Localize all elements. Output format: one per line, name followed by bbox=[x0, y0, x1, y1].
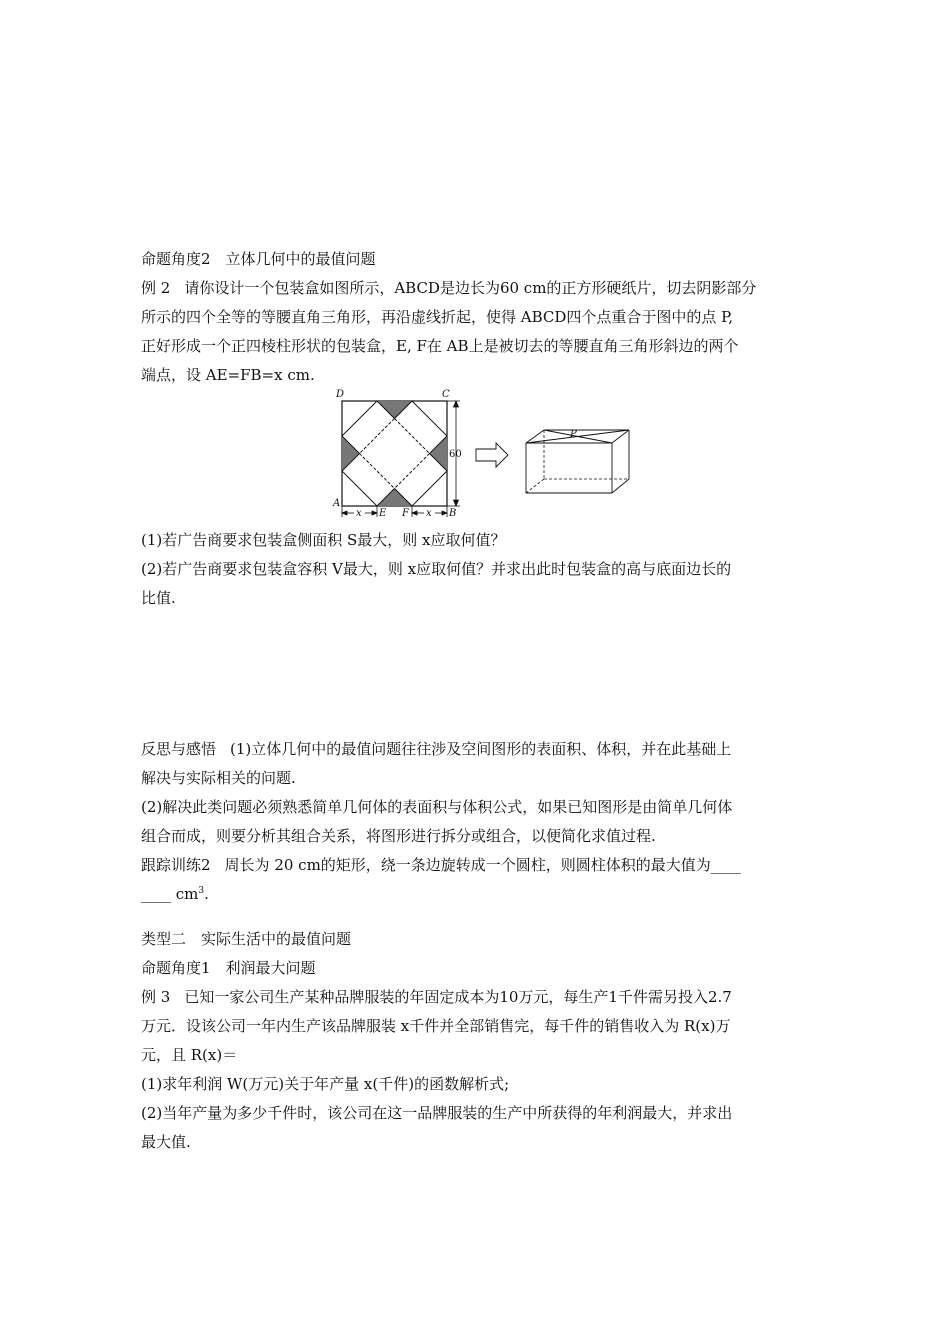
label-a: A bbox=[333, 498, 341, 509]
figure-svg bbox=[330, 385, 630, 521]
example-2-block bbox=[141, 245, 813, 390]
example-3-question-1: (1)求年利润 W(万元)关于年产量 x(千件)的函数解析式; bbox=[141, 1075, 510, 1093]
label-c: C bbox=[442, 389, 450, 400]
box-prism bbox=[526, 430, 629, 493]
example-3-line-2: 万元．设该公司一年内生产该品牌服装 x千件并全部销售完，每千件的销售收入为 R(x)万 bbox=[141, 1017, 731, 1035]
label-x-right: x bbox=[426, 508, 432, 519]
arrow-icon bbox=[476, 443, 508, 467]
reflection-line-3: (2)解决此类问题必须熟悉简单几何体的表面积与体积公式，如果已知图形是由简单几何体 bbox=[141, 798, 733, 816]
shaded-triangle-top bbox=[377, 401, 412, 419]
example-2-line-2: 所示的四个全等的等腰直角三角形，再沿虚线折起，使得 ABCD四个点重合于图中的点 P, bbox=[141, 308, 733, 326]
practice-2-label: 跟踪训练2 bbox=[141, 856, 211, 874]
reflection-block bbox=[141, 735, 813, 909]
practice-2-end: . bbox=[204, 885, 209, 903]
angle-1-heading: 命题角度1 利润最大问题 bbox=[141, 959, 316, 977]
example-2-question-2b: 比值. bbox=[141, 589, 176, 607]
box-hidden-edges bbox=[526, 430, 629, 493]
practice-2-line-1 bbox=[141, 851, 813, 880]
example-2-question-1: (1)若广告商要求包装盒侧面积 S最大，则 x应取何值？ bbox=[141, 531, 506, 549]
label-x-left: x bbox=[356, 508, 362, 519]
section-heading-angle-2: 命题角度2 立体几何中的最值问题 bbox=[141, 250, 376, 268]
reflection-line-4: 组合而成，则要分析其组合关系，将图形进行拆分或组合，以便简化求值过程. bbox=[141, 827, 656, 845]
label-side-60: 60 bbox=[449, 449, 462, 460]
example-2-questions bbox=[141, 526, 813, 613]
reflection-line-2: 解决与实际相关的问题. bbox=[141, 769, 296, 787]
label-e: E bbox=[379, 508, 387, 519]
example-2-line-4: 端点，设 AE=FB=x cm. bbox=[141, 366, 315, 384]
shaded-triangle-right bbox=[430, 436, 448, 471]
practice-2-text-1: 周长为 20 cm的矩形，绕一条边旋转成一个圆柱，则圆柱体积的最大值为____ bbox=[224, 856, 741, 874]
example-3-label: 例 3 bbox=[141, 988, 171, 1006]
reflection-line-1 bbox=[141, 735, 813, 764]
example-2-question-2a: (2)若广告商要求包装盒容积 V最大，则 x应取何值？并求出此时包装盒的高与底面边长的 bbox=[141, 560, 732, 578]
example-3-line-3: 元，且 R(x)＝ bbox=[141, 1046, 238, 1064]
example-2-line-3: 正好形成一个正四棱柱形状的包装盒，E, F在 AB上是被切去的等腰直角三角形斜边的两个 bbox=[141, 337, 739, 355]
shaded-triangle-bottom bbox=[377, 489, 412, 507]
type-2-block bbox=[141, 925, 813, 1157]
example-2-label: 例 2 bbox=[141, 279, 171, 297]
label-f: F bbox=[402, 508, 409, 519]
label-p: P bbox=[570, 429, 577, 440]
practice-2-text-2: ____ cm bbox=[141, 885, 199, 903]
label-b: B bbox=[449, 508, 457, 519]
example-3-question-2a: (2)当年产量为多少千件时，该公司在这一品牌服装的生产中所获得的年利润最大，并求出 bbox=[141, 1104, 733, 1122]
type-2-heading: 类型二 实际生活中的最值问题 bbox=[141, 930, 352, 948]
example-3-line-1 bbox=[141, 983, 813, 1012]
shaded-triangle-left bbox=[342, 436, 360, 471]
example-2-line-1 bbox=[141, 274, 813, 303]
reflection-text-1: (1)立体几何中的最值问题往往涉及空间图形的表面积、体积，并在此基础上 bbox=[230, 740, 732, 758]
reflection-title: 反思与感悟 bbox=[141, 740, 217, 758]
label-d: D bbox=[336, 389, 345, 400]
example-3-text-1: 已知一家公司生产某种品牌服装的年固定成本为10万元，每生产1千件需另投入2.7 bbox=[184, 988, 732, 1006]
practice-2-superscript: 3 bbox=[198, 886, 205, 896]
example-3-question-2b: 最大值. bbox=[141, 1133, 191, 1151]
example-2-text-1: 请你设计一个包装盒如图所示，ABCD是边长为60 cm的正方形硬纸片，切去阴影部分 bbox=[184, 279, 757, 297]
packaging-box-figure bbox=[330, 385, 630, 521]
practice-2-line-2 bbox=[141, 880, 813, 909]
